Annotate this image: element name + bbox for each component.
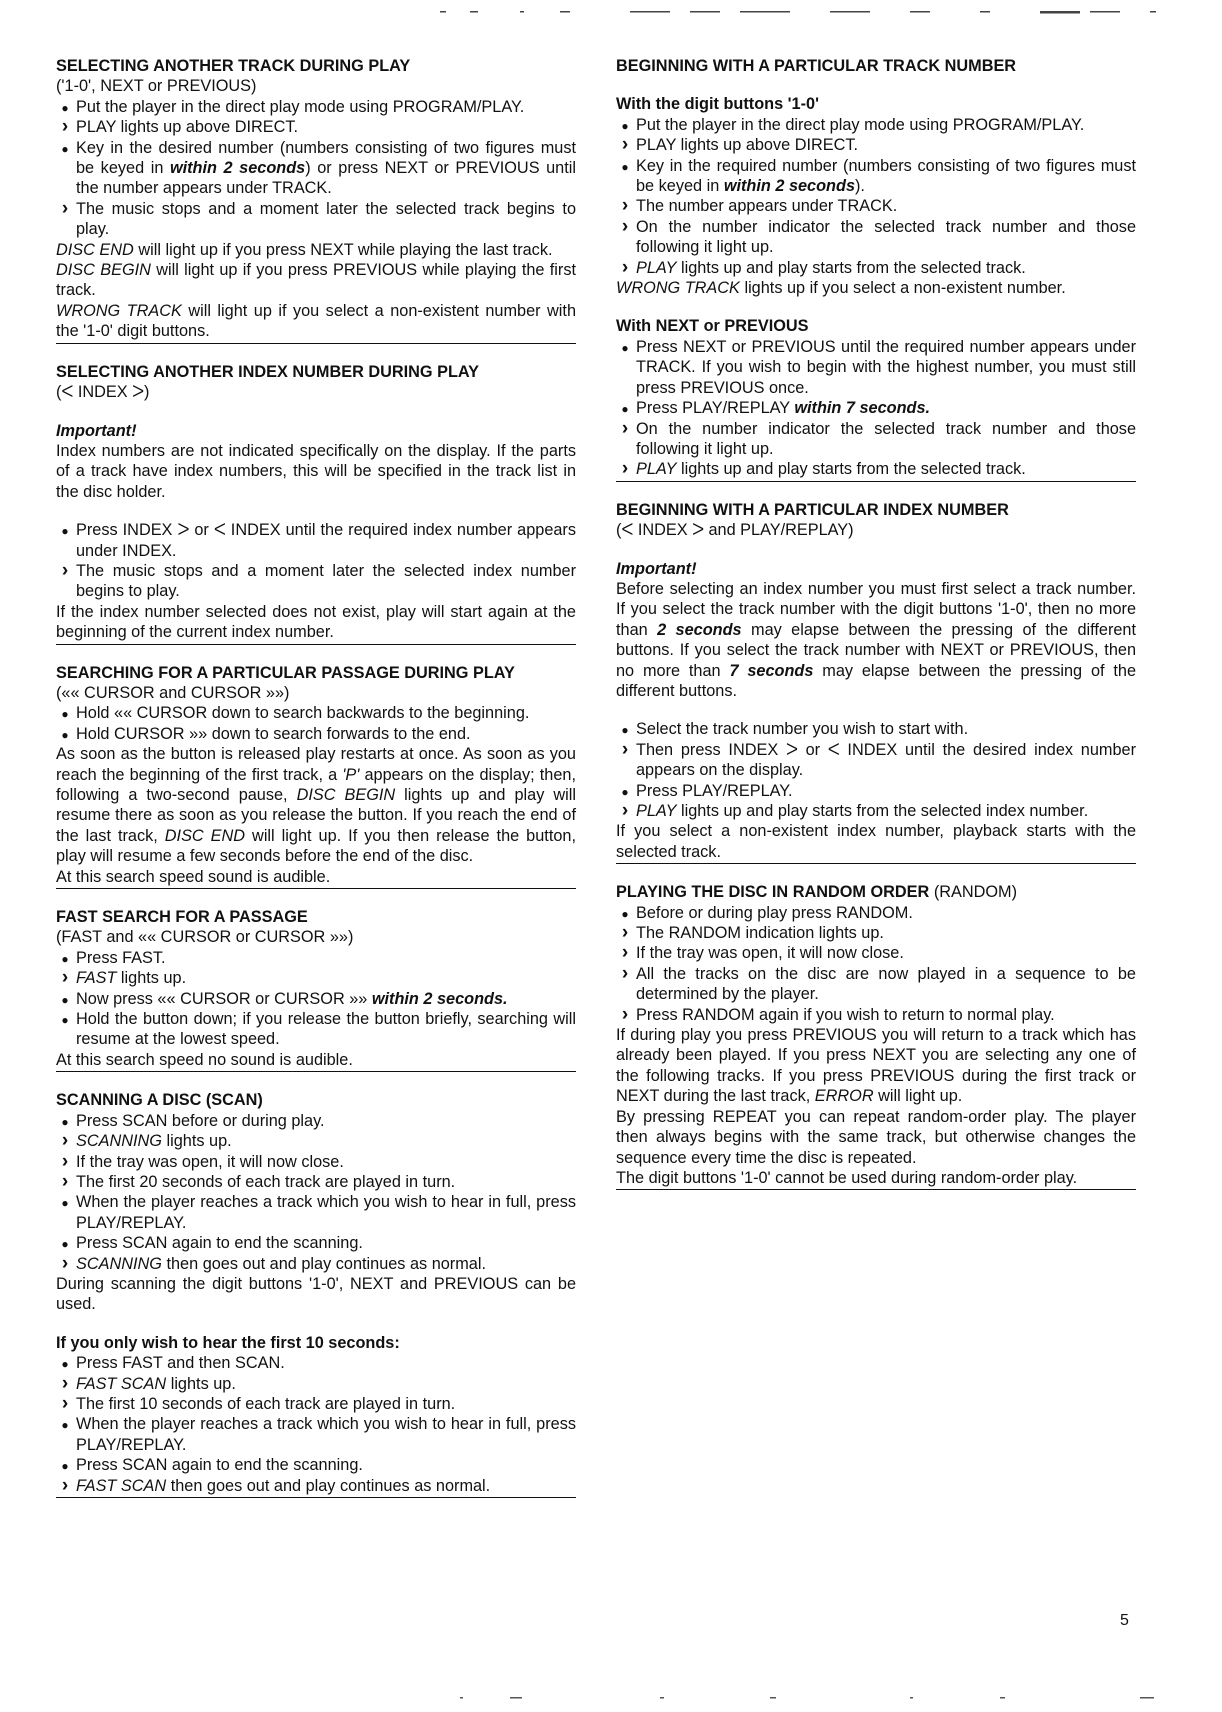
page-number: 5 [1120, 1612, 1129, 1629]
bullet-item: ● Press FAST. [56, 948, 576, 968]
section-subheading: ('1-0', NEXT or PREVIOUS) [56, 77, 257, 96]
bullet-icon [58, 1192, 72, 1213]
bullet-item: ● When the player reaches a track which you wish to hear in full, press PLAY/REPLAY. [56, 1192, 576, 1233]
paragraph: If you select a non-existent index number, playback starts with the selected track. [616, 822, 1136, 861]
section-subheading: With the digit buttons '1-0' [616, 95, 819, 114]
result-item: › FAST SCAN then goes out and play continues as normal. [56, 1476, 576, 1496]
arrow-icon [58, 1254, 72, 1274]
section-heading: PLAYING THE DISC IN RANDOM ORDER (RANDOM) [616, 883, 1018, 902]
arrow-icon [58, 1476, 72, 1496]
bullet-icon [58, 724, 72, 745]
bullet-icon [618, 337, 632, 358]
bullet-icon [58, 1353, 72, 1374]
paragraph: Index numbers are not indicated specifically on the display. If the parts of a track have index numbers, this will be specified in the track list in the disc holder. [56, 441, 576, 501]
scan-artifact-bottom [440, 1695, 1180, 1701]
result-item: › On the number indicator the selected track number and those following it light up. [616, 217, 1136, 258]
bullet-icon [618, 398, 632, 419]
section-heading: SELECTING ANOTHER TRACK DURING PLAY [56, 57, 411, 75]
paragraph: As soon as the button is released play restarts at once. As soon as you reach the beginning of the first track, a 'P' appears on the display; then, following a two-second pause, DISC BEGIN lights up and play will resume there as soon as you release the button. If you reach the end of the last track, DISC END will light up. If you then release the button, play will resume a few seconds before the end of the disc. [56, 745, 576, 866]
bullet-icon [618, 156, 632, 177]
result-item: › The music stops and a moment later the selected index number begins to play. [56, 561, 576, 602]
section-subheading: (FAST and «« CURSOR or CURSOR »») [56, 928, 354, 947]
arrow-icon [58, 968, 72, 988]
section-subheading: (ᐸ INDEX ᐳ and PLAY/REPLAY) [616, 521, 854, 540]
bullet-icon [58, 703, 72, 724]
paragraph: During scanning the digit buttons '1-0', NEXT and PREVIOUS can be used. [56, 1274, 576, 1314]
arrow-icon [618, 419, 632, 439]
section-subheading: (ᐸ INDEX ᐳ) [56, 383, 150, 402]
bullet-item: ● Press PLAY/REPLAY. [616, 781, 1136, 801]
paragraph: Before selecting an index number you must first select a track number. If you select the track number with the digit buttons '1-0', then no more than 2 seconds may elapse between the pressing of the different buttons. If you select the track number with NEXT or PREVIOUS, then no more than 7 seconds may elapse between the pressing of the different buttons. [616, 579, 1137, 700]
bullet-icon [618, 781, 632, 802]
bullet-item: ● Before or during play press RANDOM. [616, 903, 1136, 923]
left-column [56, 56, 576, 1516]
bullet-icon [58, 138, 72, 159]
result-item: › FAST lights up. [56, 968, 576, 988]
bullet-icon [618, 115, 632, 136]
arrow-icon [58, 199, 72, 219]
arrow-icon [58, 1131, 72, 1151]
bullet-item: ● Press SCAN again to end the scanning. [56, 1233, 576, 1253]
arrow-icon [618, 258, 632, 278]
bullet-item: ● Press INDEX ᐳ or ᐸ INDEX until the required index number appears under INDEX. [56, 520, 576, 561]
bullet-item: ● Put the player in the direct play mode using PROGRAM/PLAY. [56, 97, 576, 117]
result-item: › All the tracks on the disc are now played in a sequence to be determined by the player. [616, 964, 1136, 1005]
bullet-item: ● Now press «« CURSOR or CURSOR »» within 2 seconds. [56, 989, 576, 1009]
arrow-icon [58, 1394, 72, 1414]
bullet-icon [58, 989, 72, 1010]
important-label: Important! [616, 559, 697, 578]
bullet-icon [58, 1233, 72, 1254]
result-item: › PLAY lights up and play starts from the selected track. [616, 258, 1136, 278]
result-item: › Press RANDOM again if you wish to return to normal play. [616, 1005, 1136, 1025]
section-search-passage [56, 663, 576, 889]
bullet-item: ● Key in the desired number (numbers consisting of two figures must be keyed in within 2 seconds) or press NEXT or PREVIOUS until the number appears under TRACK. [56, 138, 576, 199]
important-label: Important! [56, 421, 137, 440]
section-subheading: («« CURSOR and CURSOR »») [56, 683, 290, 702]
arrow-icon [58, 1152, 72, 1172]
bullet-item: ● Select the track number you wish to start with. [616, 719, 1136, 739]
result-item: › If the tray was open, it will now close. [616, 943, 1136, 963]
paragraph: WRONG TRACK lights up if you select a non-existent number. [616, 279, 1066, 298]
bullet-item: ● Hold CURSOR »» down to search forwards to the end. [56, 724, 576, 744]
arrow-icon [58, 1374, 72, 1394]
result-item: › SCANNING then goes out and play continues as normal. [56, 1254, 576, 1274]
result-item: › Then press INDEX ᐳ or ᐸ INDEX until the desired index number appears on the display. [616, 740, 1136, 781]
bullet-icon [58, 948, 72, 969]
arrow-icon [618, 740, 632, 760]
result-item: › The first 10 seconds of each track are played in turn. [56, 1394, 576, 1414]
arrow-icon [618, 217, 632, 237]
result-item: › FAST SCAN lights up. [56, 1374, 576, 1394]
bullet-item: ● Hold the button down; if you release the button briefly, searching will resume at the lowest speed. [56, 1009, 576, 1050]
result-item: › SCANNING lights up. [56, 1131, 576, 1151]
result-item: › If the tray was open, it will now close. [56, 1152, 576, 1172]
bullet-item: ● Press SCAN before or during play. [56, 1111, 576, 1131]
arrow-icon [618, 964, 632, 984]
section-track-number [616, 56, 1136, 482]
section-heading: SELECTING ANOTHER INDEX NUMBER DURING PLAY [56, 362, 480, 381]
section-heading: BEGINNING WITH A PARTICULAR TRACK NUMBER [616, 57, 1017, 75]
right-column [616, 56, 1136, 1208]
arrow-icon [618, 459, 632, 479]
arrow-icon [618, 135, 632, 155]
section-heading: SCANNING A DISC (SCAN) [56, 1091, 263, 1110]
bullet-icon [58, 520, 72, 541]
paragraph: DISC BEGIN will light up if you press PREVIOUS while playing the first track. [56, 261, 577, 300]
bullet-icon [58, 1414, 72, 1435]
bullet-item: ● Press NEXT or PREVIOUS until the required number appears under TRACK. If you wish to begin with the highest number, you must still press PREVIOUS once. [616, 337, 1136, 398]
paragraph: At this search speed sound is audible. [56, 867, 331, 886]
bullet-icon [618, 719, 632, 740]
section-subheading: With NEXT or PREVIOUS [616, 317, 809, 336]
arrow-icon [618, 801, 632, 821]
bullet-icon [58, 97, 72, 118]
result-item: › PLAY lights up and play starts from the selected index number. [616, 801, 1136, 821]
paragraph: If the index number selected does not exist, play will start again at the beginning of the current index number. [56, 602, 576, 642]
bullet-item: ● Press PLAY/REPLAY within 7 seconds. [616, 398, 1136, 418]
section-select-index [56, 362, 576, 645]
paragraph: DISC END will light up if you press NEXT while playing the last track. [56, 240, 553, 259]
arrow-icon [618, 943, 632, 963]
bullet-icon [58, 1455, 72, 1476]
section-scan [56, 1090, 576, 1498]
section-fast-search [56, 907, 576, 1072]
bullet-item: ● Press SCAN again to end the scanning. [56, 1455, 576, 1475]
section-index-number [616, 500, 1136, 865]
section-heading: SEARCHING FOR A PARTICULAR PASSAGE DURING PLAY [56, 663, 515, 682]
arrow-icon [58, 117, 72, 137]
paragraph: If during play you press PREVIOUS you will return to a track which has already been played. If you press NEXT you are selecting any one of the following tracks. If you press PREVIOUS during the first track or NEXT during the last track, ERROR will light up. [616, 1026, 1136, 1106]
section-select-track [56, 56, 576, 344]
result-item: › The RANDOM indication lights up. [616, 923, 1136, 943]
bullet-item: ● Put the player in the direct play mode using PROGRAM/PLAY. [616, 115, 1136, 135]
bullet-item: ● Hold «« CURSOR down to search backwards to the beginning. [56, 703, 576, 723]
result-item: › The music stops and a moment later the selected track begins to play. [56, 199, 576, 240]
bullet-item: ● Key in the required number (numbers consisting of two figures must be keyed in within 2 seconds). [616, 156, 1136, 197]
section-subheading: If you only wish to hear the first 10 seconds: [56, 1333, 400, 1352]
result-item: › PLAY lights up above DIRECT. [56, 117, 576, 137]
section-heading: BEGINNING WITH A PARTICULAR INDEX NUMBER [616, 500, 1009, 519]
bullet-icon [58, 1009, 72, 1030]
result-item: › PLAY lights up above DIRECT. [616, 135, 1136, 155]
scan-artifact-top [440, 8, 1160, 14]
bullet-icon [58, 1111, 72, 1132]
bullet-item: ● When the player reaches a track which you wish to hear in full, press PLAY/REPLAY. [56, 1414, 576, 1455]
result-item: › The first 20 seconds of each track are played in turn. [56, 1172, 576, 1192]
paragraph: At this search speed no sound is audible. [56, 1050, 353, 1069]
result-item: › The number appears under TRACK. [616, 196, 1136, 216]
section-heading: FAST SEARCH FOR A PASSAGE [56, 908, 308, 927]
paragraph: The digit buttons '1-0' cannot be used during random-order play. [616, 1168, 1078, 1187]
arrow-icon [618, 923, 632, 943]
bullet-item: ● Press FAST and then SCAN. [56, 1353, 576, 1373]
paragraph: By pressing REPEAT you can repeat random-order play. The player then always begins with the same track, but otherwise changes the sequence every time the disc is repeated. [616, 1107, 1136, 1167]
bullet-icon [618, 903, 632, 924]
result-item: › On the number indicator the selected track number and those following it light up. [616, 419, 1136, 460]
arrow-icon [58, 1172, 72, 1192]
paragraph: WRONG TRACK will light up if you select a non-existent number with the '1-0' digit buttons. [56, 301, 577, 341]
arrow-icon [618, 196, 632, 216]
result-item: › PLAY lights up and play starts from the selected track. [616, 459, 1136, 479]
arrow-icon [618, 1005, 632, 1025]
arrow-icon [58, 561, 72, 581]
section-random [616, 882, 1136, 1190]
